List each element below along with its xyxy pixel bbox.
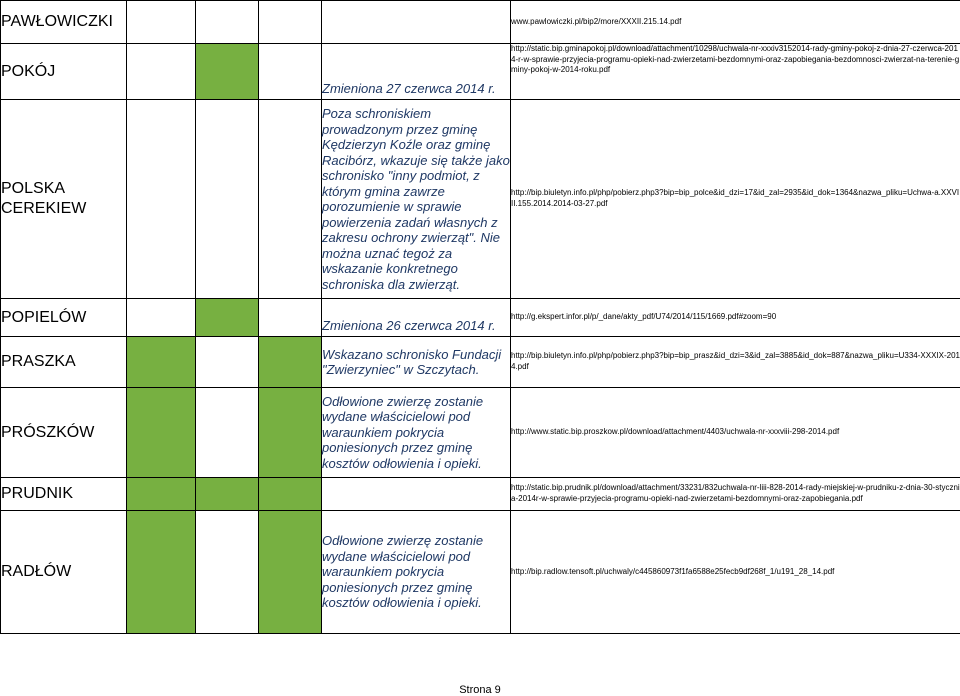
empty-cell	[196, 100, 259, 299]
green-marker-cell	[127, 478, 196, 511]
resolution-link[interactable]: http://bip.radlow.tensoft.pl/uchwaly/c445860973f1fa6588e25fecb9df268f_1/u191_28_14.pdf	[511, 511, 960, 634]
remark-cell	[322, 1, 511, 44]
municipality-name: POLSKA CEREKIEW	[1, 100, 127, 299]
resolution-link[interactable]: http://bip.biuletyn.info.pl/php/pobierz.php3?bip=bip_prasz&id_dzi=3&id_zal=3885&id_dok=887&nazwa_pliku=U334-XXXIX-2014.pdf	[511, 337, 960, 388]
municipality-name: PRÓSZKÓW	[1, 388, 127, 478]
empty-cell	[196, 337, 259, 388]
green-marker-cell	[259, 511, 322, 634]
remark-cell: Poza schroniskiem prowadzonym przez gminę Kędzierzyn Koźle oraz gminę Racibórz, wkazuje się także jako schronisko "inny podmiot, z którym gmina zawrze porozumienie w sprawie powierzenia zadań własnych z zakresu ochrony zwierząt". Nie można uznać tegoż za wskazanie konkretnego schroniska dla zwierząt.	[322, 100, 511, 299]
resolution-link[interactable]: http://static.bip.gminapokoj.pl/download/attachment/10298/uchwala-nr-xxxiv3152014-rady-gminy-pokoj-z-dnia-27-czerwca-2014-r-w-sprawie-przyjecia-programu-opieki-nad-zwierzetami-bezdomnymi-oraz-zapobiegania-bezdomnosci-zwierzat-na-terenie-gminy-pokoj-w-2014-roku.pdf	[511, 44, 960, 100]
resolution-link[interactable]: http://g.ekspert.infor.pl/p/_dane/akty_pdf/U74/2014/115/1669.pdf#zoom=90	[511, 299, 960, 337]
green-marker-cell	[196, 478, 259, 511]
municipality-name: PRASZKA	[1, 337, 127, 388]
green-marker-cell	[259, 478, 322, 511]
empty-cell	[127, 299, 196, 337]
municipality-name: PAWŁOWICZKI	[1, 1, 127, 44]
empty-cell	[127, 1, 196, 44]
municipality-name: RADŁÓW	[1, 511, 127, 634]
resolution-link[interactable]: http://www.static.bip.proszkow.pl/download/attachment/4403/uchwala-nr-xxxviii-298-2014.pdf	[511, 388, 960, 478]
green-marker-cell	[196, 299, 259, 337]
empty-cell	[259, 1, 322, 44]
table-row	[1, 44, 960, 100]
remark-cell: Wskazano schronisko Fundacji "Zwierzyniec" w Szczytach.	[322, 337, 511, 388]
table-row	[1, 337, 960, 388]
green-marker-cell	[259, 388, 322, 478]
page-footer	[0, 684, 960, 696]
page-number: Strona 9	[459, 684, 501, 696]
empty-cell	[259, 299, 322, 337]
remark-cell: Odłowione zwierzę zostanie wydane właścicielowi pod waraunkiem pokrycia poniesionych przez gminę kosztów odłowienia i opieki.	[322, 511, 511, 634]
municipality-name: POPIELÓW	[1, 299, 127, 337]
resolution-link[interactable]: http://static.bip.prudnik.pl/download/attachment/33231/832uchwala-nr-liii-828-2014-rady-miejskiej-w-prudniku-z-dnia-30-stycznia-2014r-w-sprawie-przyjecia-programu-opieki-nad-zwierzetami-bezdomnymi-oraz-zapobiegania.pdf	[511, 478, 960, 511]
resolution-link[interactable]: http://bip.biuletyn.info.pl/php/pobierz.php3?bip=bip_polce&id_dzi=17&id_zal=2935&id_dok=1364&nazwa_pliku=Uchwa-a.XXVIII.155.2014.2014-03-27.pdf	[511, 100, 960, 299]
remark-cell	[322, 478, 511, 511]
green-marker-cell	[196, 44, 259, 100]
table-row	[1, 299, 960, 337]
empty-cell	[196, 1, 259, 44]
empty-cell	[259, 44, 322, 100]
resolution-link[interactable]: www.pawlowiczki.pl/bip2/more/XXXII.215.14.pdf	[511, 1, 960, 44]
empty-cell	[127, 100, 196, 299]
green-marker-cell	[259, 337, 322, 388]
green-marker-cell	[127, 337, 196, 388]
table-row	[1, 388, 960, 478]
municipality-name: PRUDNIK	[1, 478, 127, 511]
table-row	[1, 478, 960, 511]
table-row	[1, 1, 960, 44]
remark-cell: Zmieniona 26 czerwca 2014 r.	[322, 299, 511, 337]
empty-cell	[196, 388, 259, 478]
empty-cell	[127, 44, 196, 100]
empty-cell	[196, 511, 259, 634]
green-marker-cell	[127, 388, 196, 478]
remark-cell: Zmieniona 27 czerwca 2014 r.	[322, 44, 511, 100]
green-marker-cell	[127, 511, 196, 634]
table-row	[1, 100, 960, 299]
remark-cell: Odłowione zwierzę zostanie wydane właścicielowi pod waraunkiem pokrycia poniesionych przez gminę kosztów odłowienia i opieki.	[322, 388, 511, 478]
empty-cell	[259, 100, 322, 299]
table-row	[1, 511, 960, 634]
municipality-name: POKÓJ	[1, 44, 127, 100]
